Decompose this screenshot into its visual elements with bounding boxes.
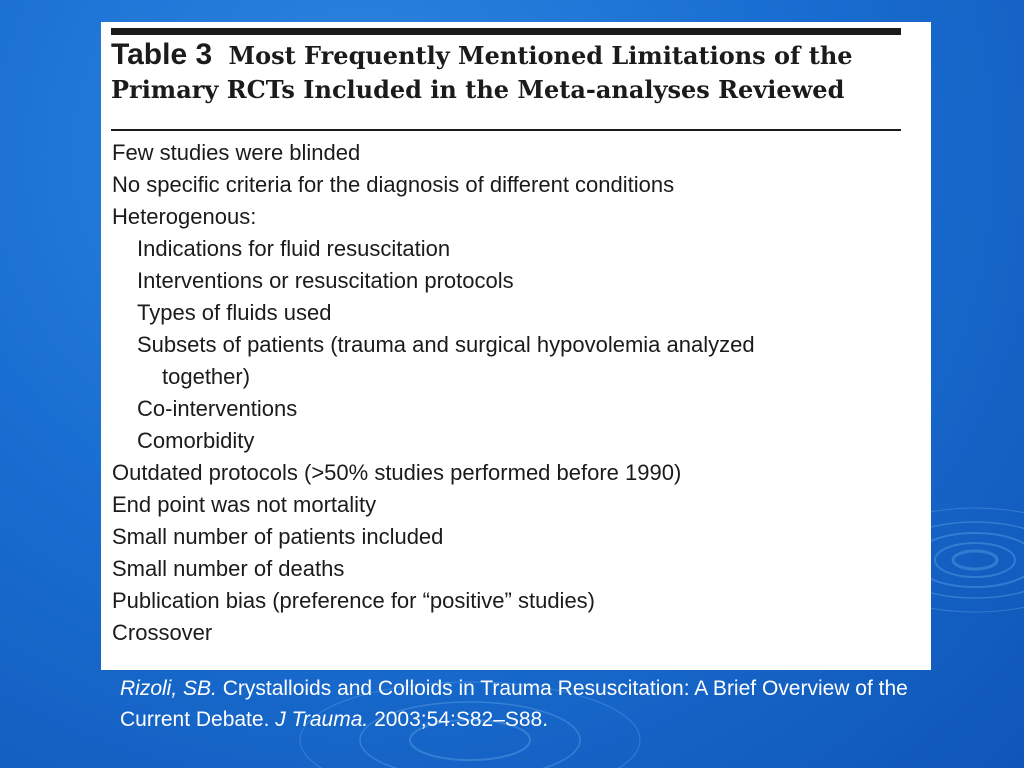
list-item: Small number of patients included <box>112 524 444 549</box>
list-item: Crossover <box>112 620 213 645</box>
citation-title: Crystalloids and Colloids in Trauma Resuscitation: A Brief Overview of the Current Debate. <box>120 677 908 731</box>
list-item: Subsets of patients (trauma and surgical hypovolemia analyzed <box>137 332 755 357</box>
table-header-rule <box>111 129 901 131</box>
list-item: Indications for fluid resuscitation <box>137 236 451 261</box>
table-card <box>101 22 931 670</box>
list-item: Interventions or resuscitation protocols <box>137 268 514 293</box>
limitations-list <box>112 137 902 649</box>
table-title-line-2: Primary RCTs Included in the Meta-analyses Reviewed <box>111 75 845 104</box>
citation <box>120 673 940 735</box>
list-item: together) <box>162 364 251 389</box>
list-item: Co-interventions <box>137 396 298 421</box>
list-item: Heterogenous: <box>112 204 257 229</box>
table-top-rule <box>111 28 901 35</box>
list-item: Comorbidity <box>137 428 255 453</box>
list-item: Publication bias (preference for “positive” studies) <box>112 588 596 613</box>
table-label: Table 3 <box>111 38 213 71</box>
list-item: Few studies were blinded <box>112 140 361 165</box>
table-title <box>111 38 911 107</box>
citation-journal: J Trauma. <box>275 708 369 731</box>
citation-author: Rizoli, SB. <box>120 677 217 700</box>
list-item: End point was not mortality <box>112 492 377 517</box>
list-item: Small number of deaths <box>112 556 345 581</box>
table-title-line-1: Most Frequently Mentioned Limitations of the <box>228 41 853 70</box>
citation-details: 2003;54:S82–S88. <box>374 708 549 731</box>
list-item: Outdated protocols (>50% studies performed before 1990) <box>112 460 682 485</box>
list-item: No specific criteria for the diagnosis of different conditions <box>112 172 675 197</box>
list-item: Types of fluids used <box>137 300 332 325</box>
